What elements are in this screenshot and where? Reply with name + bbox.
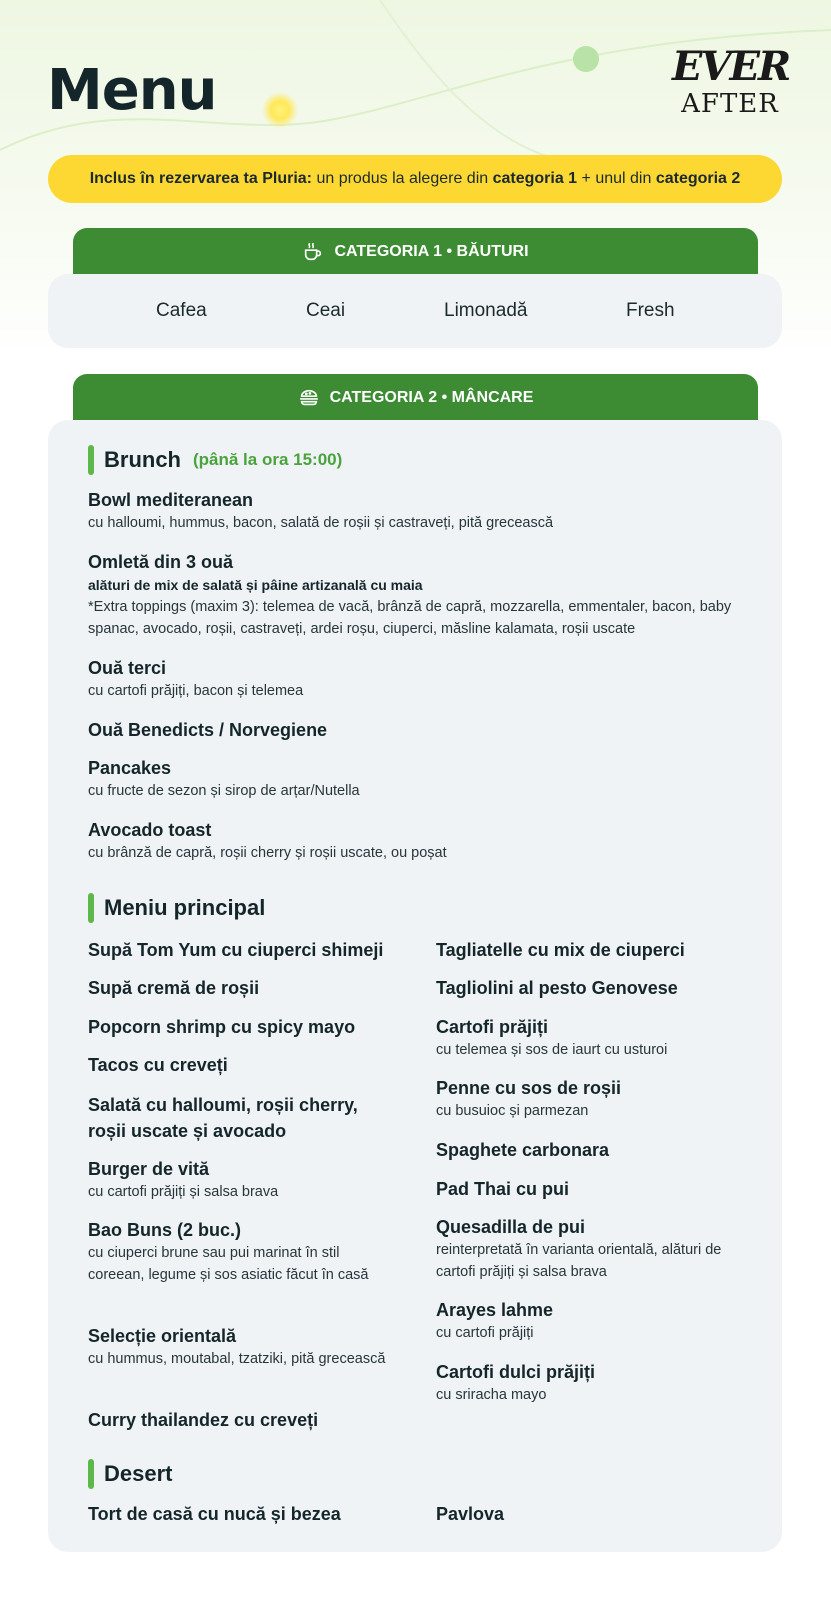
section-bar	[88, 893, 94, 923]
drinks-panel	[48, 274, 782, 348]
menu-item: Tagliatelle cu mix de ciuperci	[436, 940, 685, 960]
menu-item: Pad Thai cu pui	[436, 1179, 570, 1199]
menu-item: Bao Buns (2 buc.) cu ciuperci brune sau pui marinat în stil coreean, legume și sos asiatic făcut în casă	[88, 1220, 369, 1283]
menu-item: Omletă din 3 ouă alături de mix de salată și pâine artizanală cu maia *Extra toppings (maxim 3): telemea de vacă, brânză de capră, mozzarella, emmentaler, bacon, baby spanac, avocado, roșii, castraveți, ardei roșu, ciuperci, măsline kalamata, roșii uscate	[88, 552, 732, 637]
banner-text-1: un produs la alegere din	[312, 170, 493, 187]
section-title: Brunch	[104, 447, 181, 472]
section-desert	[88, 1458, 172, 1490]
inclusion-banner	[48, 155, 782, 203]
drink-item: Ceai	[306, 300, 346, 321]
banner-cat1: categoria 1	[492, 170, 578, 187]
page-title: Menu	[47, 58, 217, 123]
banner-prefix: Inclus în rezervarea ta Pluria:	[89, 170, 313, 187]
dot-decoration	[573, 46, 599, 72]
burger-icon	[298, 387, 320, 409]
drink-item: Cafea	[156, 300, 207, 321]
menu-item: Supă Tom Yum cu ciuperci shimeji	[88, 940, 384, 960]
category-1-title: CATEGORIA 1 • BĂUTURI	[334, 243, 529, 260]
menu-item: Tort de casă cu nucă și bezea	[88, 1504, 341, 1524]
category-2-header	[73, 374, 758, 422]
banner-cat2: categoria 2	[655, 170, 741, 187]
menu-item: Spaghete carbonara	[436, 1140, 610, 1160]
category-1-header	[73, 228, 758, 276]
menu-item: Cartofi prăjiți cu telemea și sos de iaurt cu usturoi	[436, 1017, 668, 1058]
menu-item: Pancakes cu fructe de sezon și sirop de arțar/Nutella	[88, 758, 360, 799]
menu-item: Avocado toast cu brânză de capră, roșii cherry și roșii uscate, ou poșat	[88, 820, 447, 861]
menu-item: Cartofi dulci prăjiți cu sriracha mayo	[436, 1362, 596, 1403]
menu-item: Selecție orientală cu hummus, moutabal, tzatziki, pită grecească	[88, 1326, 386, 1367]
section-bar	[88, 445, 94, 475]
drink-item: Fresh	[626, 300, 675, 321]
menu-item: Arayes lahme cu cartofi prăjiți	[436, 1300, 554, 1341]
section-main	[88, 892, 265, 924]
menu-item: Penne cu sos de roșii cu busuioc și parmezan	[436, 1078, 622, 1119]
menu-item: Tacos cu creveți	[88, 1055, 228, 1075]
section-title: Meniu principal	[104, 895, 266, 920]
food-panel	[48, 420, 782, 1552]
section-bar	[88, 1459, 94, 1489]
menu-item: Ouă terci cu cartofi prăjiți, bacon și telemea	[88, 658, 304, 699]
section-note: (până la ora 15:00)	[193, 450, 343, 469]
menu-item: Salată cu halloumi, roșii cherry, roșii uscate și avocado	[88, 1095, 358, 1141]
menu-item: Ouă Benedicts / Norvegiene	[88, 720, 328, 740]
menu-item: Popcorn shrimp cu spicy mayo	[88, 1017, 356, 1037]
menu-item: Curry thailandez cu creveți	[88, 1410, 319, 1430]
section-brunch	[88, 444, 342, 476]
drink-item: Limonadă	[444, 300, 528, 321]
brand-logo: EVER AFTER	[672, 43, 790, 119]
sun-decoration	[262, 92, 298, 128]
menu-item: Supă cremă de roșii	[88, 978, 260, 998]
banner-text-2: + unul din	[577, 170, 656, 187]
menu-item: Quesadilla de pui reinterpretată în varianta orientală, alături de cartofi prăjiți și salsa brava	[436, 1217, 722, 1280]
section-title: Desert	[104, 1461, 173, 1486]
menu-item: Pavlova	[436, 1504, 505, 1524]
menu-item: Burger de vită cu cartofi prăjiți și salsa brava	[88, 1159, 279, 1200]
menu-item: Tagliolini al pesto Genovese	[436, 978, 678, 998]
category-2-title: CATEGORIA 2 • MÂNCARE	[329, 389, 534, 406]
menu-item: Bowl mediteranean cu halloumi, hummus, bacon, salată de roșii și castraveți, pită grecească	[88, 490, 554, 531]
coffee-cup-icon	[302, 241, 324, 263]
